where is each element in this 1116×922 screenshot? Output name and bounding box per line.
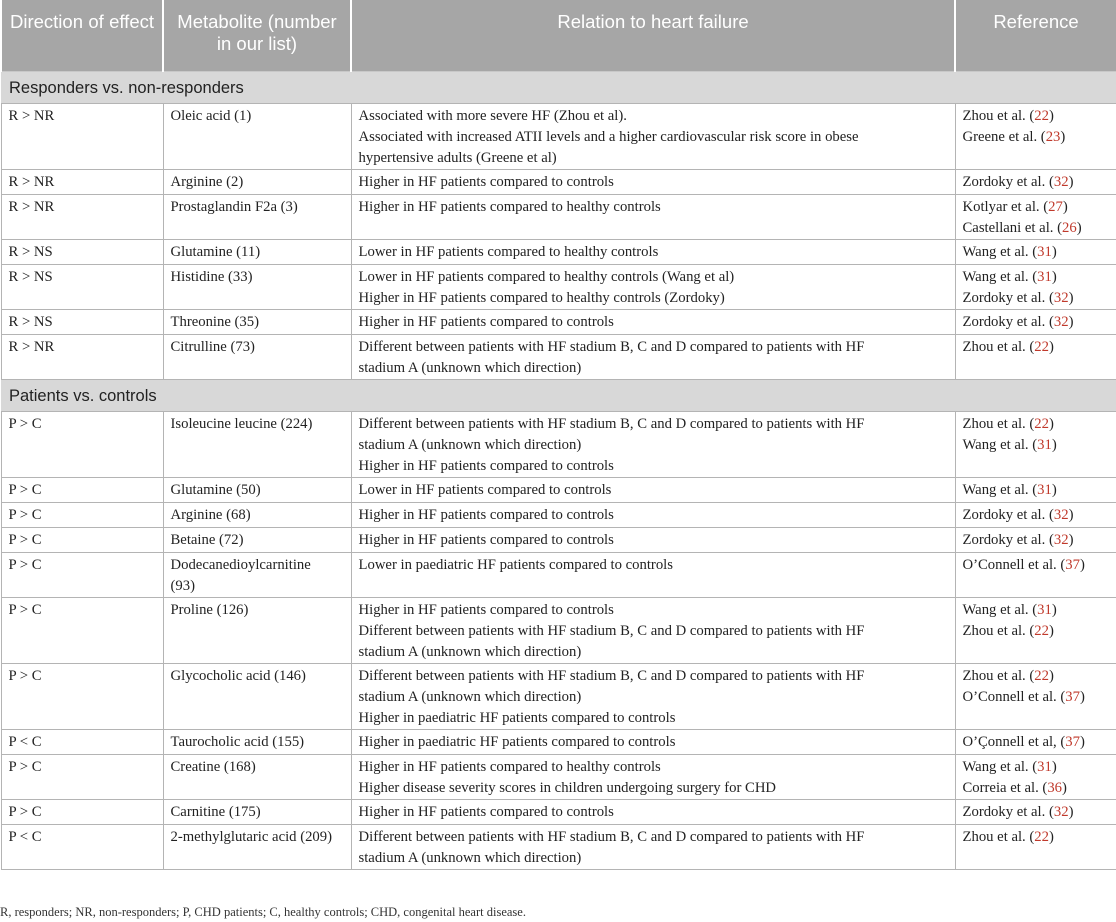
reference-cell xyxy=(955,103,1116,169)
metabolite-cell xyxy=(163,411,351,477)
direction-cell: P > C xyxy=(1,663,163,729)
reference-number-link[interactable]: 27 xyxy=(1048,198,1063,215)
reference-entry xyxy=(963,288,1110,309)
reference-number-link[interactable]: 32 xyxy=(1053,531,1069,548)
reference-entry xyxy=(963,127,1110,148)
header-direction: Direction of effect xyxy=(1,0,163,71)
metabolite-line: Betaine (72) xyxy=(170,531,244,548)
reference-entry xyxy=(963,414,1110,435)
reference-entry xyxy=(963,802,1110,823)
reference-cell xyxy=(955,799,1116,824)
relation-line: Higher in HF patients compared to healthy controls xyxy=(358,758,661,775)
metabolite-cell xyxy=(163,552,351,597)
reference-author: Zhou et al. ( xyxy=(962,622,1035,639)
relation-line: stadium A (unknown which direction) xyxy=(358,688,582,705)
reference-close-paren: ) xyxy=(1079,733,1085,750)
direction-cell: R > NR xyxy=(1,194,163,239)
reference-close-paren: ) xyxy=(1068,173,1074,190)
reference-author: Zhou et al. ( xyxy=(962,338,1035,355)
reference-cell xyxy=(955,239,1116,264)
relation-line: Different between patients with HF stadium B, C and D compared to patients with HF xyxy=(358,338,865,355)
metabolite-cell xyxy=(163,729,351,754)
relation-line: Higher in HF patients compared to controls xyxy=(358,506,614,523)
relation-line: Higher in HF patients compared to controls xyxy=(358,313,614,330)
metabolite-line: Carnitine (175) xyxy=(170,803,261,820)
reference-close-paren: ) xyxy=(1068,803,1074,820)
relation-line: Higher in HF patients compared to controls xyxy=(358,531,614,548)
direction-cell: P < C xyxy=(1,824,163,869)
reference-number-link[interactable]: 36 xyxy=(1047,779,1063,796)
reference-author: Wang et al. ( xyxy=(962,268,1038,285)
direction-cell: R > NS xyxy=(1,309,163,334)
reference-close-paren: ) xyxy=(1076,219,1082,236)
reference-close-paren: ) xyxy=(1062,779,1067,796)
direction-cell: R > NS xyxy=(1,264,163,309)
table-row xyxy=(1,552,1116,597)
reference-author: Zhou et al. ( xyxy=(962,828,1035,845)
reference-close-paren: ) xyxy=(1048,107,1054,124)
reference-author: Wang et al. ( xyxy=(962,481,1038,498)
relation-line: Higher in HF patients compared to healthy controls xyxy=(358,198,661,215)
relation-line: Different between patients with HF stadium B, C and D compared to patients with HF xyxy=(358,828,865,845)
metabolite-line: Arginine (2) xyxy=(170,173,244,190)
relation-line: stadium A (unknown which direction) xyxy=(358,643,582,660)
table-row xyxy=(1,527,1116,552)
reference-entry xyxy=(963,778,1110,799)
reference-number-link[interactable]: 22 xyxy=(1034,107,1049,124)
reference-number-link[interactable]: 37 xyxy=(1065,733,1080,750)
reference-cell xyxy=(955,663,1116,729)
reference-cell xyxy=(955,527,1116,552)
reference-author: Zordoky et al. ( xyxy=(962,803,1054,820)
reference-cell xyxy=(955,754,1116,799)
reference-number-link[interactable]: 22 xyxy=(1034,338,1049,355)
metabolite-line: Proline (126) xyxy=(170,601,249,618)
reference-cell xyxy=(955,334,1116,379)
reference-author: Greene et al. ( xyxy=(962,128,1046,145)
reference-entry xyxy=(963,827,1110,848)
table-row xyxy=(1,239,1116,264)
relation-line: Higher in paediatric HF patients compared to controls xyxy=(358,733,676,750)
reference-entry xyxy=(963,757,1110,778)
relation-line: Higher in paediatric HF patients compared to controls xyxy=(358,709,676,726)
reference-author: O’Connell et al. ( xyxy=(962,688,1066,705)
relation-cell xyxy=(351,663,955,729)
header-row xyxy=(1,0,1116,71)
metabolite-line: Prostaglandin F2a (3) xyxy=(170,198,298,215)
reference-author: O’Connell et al. ( xyxy=(962,556,1066,573)
relation-cell xyxy=(351,502,955,527)
metabolite-line: Dodecanedioylcarnitine xyxy=(170,556,311,573)
table-row xyxy=(1,334,1116,379)
relation-cell xyxy=(351,729,955,754)
reference-close-paren: ) xyxy=(1051,243,1057,260)
metabolite-cell xyxy=(163,477,351,502)
reference-author: Zordoky et al. ( xyxy=(962,289,1054,306)
header-reference: Reference xyxy=(955,0,1116,71)
reference-number-link[interactable]: 22 xyxy=(1034,828,1049,845)
reference-close-paren: ) xyxy=(1068,313,1074,330)
table-row xyxy=(1,502,1116,527)
reference-cell xyxy=(955,411,1116,477)
section-row xyxy=(1,71,1116,103)
table-row xyxy=(1,663,1116,729)
relation-line: Higher in HF patients compared to controls xyxy=(358,601,614,618)
reference-close-paren: ) xyxy=(1048,828,1054,845)
reference-cell xyxy=(955,824,1116,869)
reference-close-paren: ) xyxy=(1068,289,1074,306)
relation-line: Associated with more severe HF (Zhou et al). xyxy=(358,107,627,124)
metabolite-line: Arginine (68) xyxy=(170,506,251,523)
reference-author: Kotlyar et al. ( xyxy=(962,198,1049,215)
reference-number-link[interactable]: 22 xyxy=(1034,667,1049,684)
metabolite-line: Histidine (33) xyxy=(170,268,253,285)
section-title: Patients vs. controls xyxy=(1,379,1116,411)
reference-author: Wang et al. ( xyxy=(962,601,1038,618)
reference-entry xyxy=(963,267,1110,288)
metabolite-cell xyxy=(163,527,351,552)
metabolite-line: Citrulline (73) xyxy=(170,338,255,355)
relation-cell xyxy=(351,597,955,663)
reference-author: Wang et al. ( xyxy=(962,243,1038,260)
relation-cell xyxy=(351,754,955,799)
reference-number-link[interactable]: 22 xyxy=(1034,415,1049,432)
relation-line: Higher disease severity scores in children undergoing surgery for CHD xyxy=(358,779,777,796)
direction-cell: P > C xyxy=(1,527,163,552)
reference-cell xyxy=(955,502,1116,527)
reference-close-paren: ) xyxy=(1051,758,1057,775)
relation-line: hypertensive adults (Greene et al) xyxy=(358,149,557,166)
reference-number-link[interactable]: 32 xyxy=(1053,313,1069,330)
reference-cell xyxy=(955,169,1116,194)
metabolite-cell xyxy=(163,264,351,309)
reference-number-link[interactable]: 31 xyxy=(1037,268,1052,285)
metabolite-cell xyxy=(163,502,351,527)
direction-cell: P > C xyxy=(1,477,163,502)
table-row xyxy=(1,264,1116,309)
metabolite-line: Isoleucine leucine (224) xyxy=(170,415,313,432)
metabolite-cell xyxy=(163,334,351,379)
metabolite-cell xyxy=(163,824,351,869)
table-body xyxy=(1,71,1116,869)
relation-line: Different between patients with HF stadium B, C and D compared to patients with HF xyxy=(358,667,865,684)
reference-close-paren: ) xyxy=(1048,415,1054,432)
metabolite-line: Creatine (168) xyxy=(170,758,256,775)
table-row xyxy=(1,824,1116,869)
relation-line: Associated with increased ATII levels and a higher cardiovascular risk score in obese xyxy=(358,128,859,145)
metabolite-line: Glutamine (50) xyxy=(170,481,261,498)
direction-cell: P > C xyxy=(1,597,163,663)
direction-cell: P > C xyxy=(1,552,163,597)
reference-cell xyxy=(955,729,1116,754)
reference-author: Zhou et al. ( xyxy=(962,107,1035,124)
direction-cell: R > NR xyxy=(1,103,163,169)
reference-author: Zhou et al. ( xyxy=(962,415,1035,432)
relation-cell xyxy=(351,799,955,824)
direction-cell: P > C xyxy=(1,411,163,477)
reference-number-link[interactable]: 26 xyxy=(1062,219,1077,236)
reference-cell xyxy=(955,477,1116,502)
reference-entry xyxy=(963,172,1110,193)
relation-line: Lower in HF patients compared to controls xyxy=(358,481,612,498)
metabolite-line: (93) xyxy=(170,577,195,594)
relation-cell xyxy=(351,334,955,379)
reference-author: Wang et al. ( xyxy=(962,758,1038,775)
direction-cell: R > NS xyxy=(1,239,163,264)
metabolite-line: Taurocholic acid (155) xyxy=(170,733,305,750)
metabolite-line: Glutamine (11) xyxy=(170,243,261,260)
relation-cell xyxy=(351,824,955,869)
reference-entry xyxy=(963,530,1110,551)
reference-entry xyxy=(963,621,1110,642)
direction-cell: R > NR xyxy=(1,334,163,379)
relation-line: stadium A (unknown which direction) xyxy=(358,849,582,866)
header-relation: Relation to heart failure xyxy=(351,0,955,71)
reference-entry xyxy=(963,197,1110,218)
reference-close-paren: ) xyxy=(1048,667,1054,684)
relation-line: Different between patients with HF stadium B, C and D compared to patients with HF xyxy=(358,622,865,639)
reference-number-link[interactable]: 31 xyxy=(1037,758,1052,775)
metabolite-line: Oleic acid (1) xyxy=(170,107,252,124)
reference-author: O’Çonnell et al, ( xyxy=(962,733,1066,750)
relation-cell xyxy=(351,194,955,239)
table-row xyxy=(1,103,1116,169)
reference-close-paren: ) xyxy=(1051,481,1057,498)
reference-author: Correia et al. ( xyxy=(962,779,1048,796)
header-metabolite: Metabolite (number in our list) xyxy=(163,0,351,71)
direction-cell: R > NR xyxy=(1,169,163,194)
relation-cell xyxy=(351,103,955,169)
reference-close-paren: ) xyxy=(1051,268,1057,285)
reference-author: Zordoky et al. ( xyxy=(962,531,1054,548)
relation-cell xyxy=(351,527,955,552)
metabolite-cell xyxy=(163,239,351,264)
reference-author: Zordoky et al. ( xyxy=(962,506,1054,523)
reference-number-link[interactable]: 37 xyxy=(1065,688,1080,705)
section-row xyxy=(1,379,1116,411)
table-row xyxy=(1,754,1116,799)
reference-cell xyxy=(955,309,1116,334)
metabolite-line: Threonine (35) xyxy=(170,313,259,330)
reference-close-paren: ) xyxy=(1051,436,1057,453)
reference-number-link[interactable]: 23 xyxy=(1045,128,1061,145)
metabolite-cell xyxy=(163,169,351,194)
metabolite-line: 2-methylglutaric acid (209) xyxy=(170,828,333,845)
relation-line: Different between patients with HF stadium B, C and D compared to patients with HF xyxy=(358,415,865,432)
reference-cell xyxy=(955,264,1116,309)
metabolite-cell xyxy=(163,597,351,663)
relation-cell xyxy=(351,477,955,502)
reference-entry xyxy=(963,666,1110,687)
reference-entry xyxy=(963,732,1110,753)
table-row xyxy=(1,194,1116,239)
direction-cell: P > C xyxy=(1,754,163,799)
relation-line: Higher in HF patients compared to controls xyxy=(358,173,614,190)
relation-line: Higher in HF patients compared to controls xyxy=(358,457,614,474)
reference-entry xyxy=(963,555,1110,576)
reference-cell xyxy=(955,597,1116,663)
table-row xyxy=(1,799,1116,824)
reference-author: Wang et al. ( xyxy=(962,436,1038,453)
table-row xyxy=(1,597,1116,663)
reference-close-paren: ) xyxy=(1048,622,1054,639)
reference-cell xyxy=(955,552,1116,597)
reference-author: Zordoky et al. ( xyxy=(962,313,1054,330)
reference-entry xyxy=(963,687,1110,708)
reference-entry xyxy=(963,480,1110,501)
relation-line: Lower in paediatric HF patients compared to controls xyxy=(358,556,673,573)
reference-entry xyxy=(963,435,1110,456)
reference-number-link[interactable]: 32 xyxy=(1053,506,1069,523)
relation-line: Lower in HF patients compared to healthy controls xyxy=(358,243,659,260)
reference-number-link[interactable]: 31 xyxy=(1037,243,1052,260)
relation-line: Higher in HF patients compared to controls xyxy=(358,803,614,820)
table-row xyxy=(1,729,1116,754)
direction-cell: P > C xyxy=(1,799,163,824)
metabolite-cell xyxy=(163,194,351,239)
reference-close-paren: ) xyxy=(1079,688,1085,705)
reference-entry xyxy=(963,337,1110,358)
table-row xyxy=(1,411,1116,477)
metabolite-cell xyxy=(163,103,351,169)
reference-entry xyxy=(963,505,1110,526)
reference-entry xyxy=(963,600,1110,621)
section-title: Responders vs. non-responders xyxy=(1,71,1116,103)
reference-number-link[interactable]: 32 xyxy=(1053,803,1069,820)
reference-close-paren: ) xyxy=(1079,556,1085,573)
reference-number-link[interactable]: 22 xyxy=(1034,622,1049,639)
metabolite-line: Glycocholic acid (146) xyxy=(170,667,306,684)
relation-cell xyxy=(351,239,955,264)
reference-author: Castellani et al. ( xyxy=(962,219,1063,236)
reference-close-paren: ) xyxy=(1068,531,1074,548)
table-footnote: R, responders; NR, non-responders; P, CHD patients; C, healthy controls; CHD, congenital heart disease. xyxy=(0,905,526,919)
table-row xyxy=(1,309,1116,334)
direction-cell: P < C xyxy=(1,729,163,754)
table-row xyxy=(1,169,1116,194)
reference-author: Zordoky et al. ( xyxy=(962,173,1054,190)
reference-entry xyxy=(963,242,1110,263)
reference-close-paren: ) xyxy=(1060,128,1066,145)
reference-number-link[interactable]: 32 xyxy=(1053,289,1069,306)
reference-close-paren: ) xyxy=(1062,198,1068,215)
metabolite-cell xyxy=(163,799,351,824)
reference-close-paren: ) xyxy=(1051,601,1057,618)
reference-number-link[interactable]: 37 xyxy=(1065,556,1080,573)
reference-number-link[interactable]: 32 xyxy=(1053,173,1069,190)
relation-cell xyxy=(351,411,955,477)
reference-number-link[interactable]: 31 xyxy=(1037,601,1052,618)
metabolite-cell xyxy=(163,309,351,334)
relation-cell xyxy=(351,169,955,194)
relation-cell xyxy=(351,264,955,309)
direction-cell: P > C xyxy=(1,502,163,527)
reference-number-link[interactable]: 31 xyxy=(1037,481,1052,498)
reference-number-link[interactable]: 31 xyxy=(1037,436,1052,453)
reference-close-paren: ) xyxy=(1048,338,1054,355)
relation-cell xyxy=(351,552,955,597)
metabolite-cell xyxy=(163,754,351,799)
relation-line: Higher in HF patients compared to healthy controls (Zordoky) xyxy=(358,289,725,306)
reference-cell xyxy=(955,194,1116,239)
relation-line: stadium A (unknown which direction) xyxy=(358,436,582,453)
reference-entry xyxy=(963,312,1110,333)
relation-cell xyxy=(351,309,955,334)
relation-line: Lower in HF patients compared to healthy controls (Wang et al) xyxy=(358,268,735,285)
reference-author: Zhou et al. ( xyxy=(962,667,1035,684)
reference-entry xyxy=(963,106,1110,127)
reference-entry xyxy=(963,218,1110,239)
reference-close-paren: ) xyxy=(1068,506,1074,523)
table-row xyxy=(1,477,1116,502)
relation-line: stadium A (unknown which direction) xyxy=(358,359,582,376)
metabolite-cell xyxy=(163,663,351,729)
